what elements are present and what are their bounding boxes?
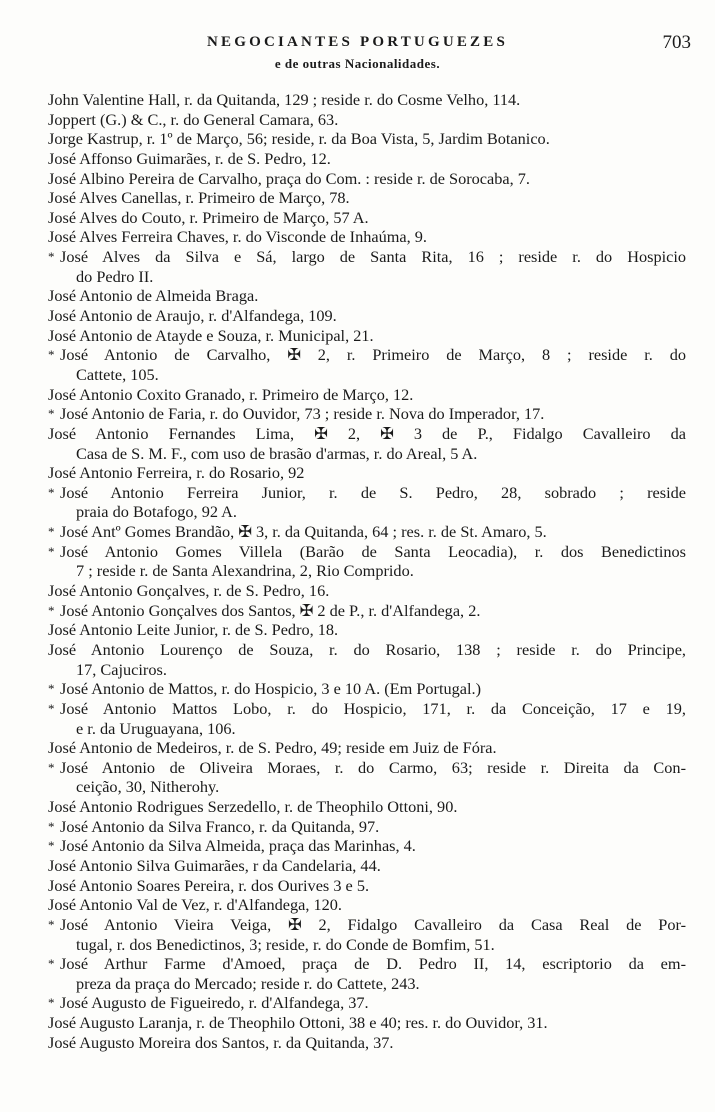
asterisk-marker: * [48, 681, 55, 697]
directory-entry [48, 208, 686, 228]
entry-line: José Antonio de Carvalho, ✠ 2, r. Primeiro de Março, 8 ; reside r. do [60, 345, 686, 365]
page-number: 703 [662, 32, 691, 53]
entry-line: José Alves Canellas, r. Primeiro de Março, 78. [48, 188, 350, 208]
entry-line: José Alves do Couto, r. Primeiro de Março, 57 A. [48, 207, 369, 227]
asterisk-marker: * [48, 700, 55, 716]
entry-line: José Antonio de Mattos, r. do Hospicio, 3 e 10 A. (Em Portugal.) [60, 679, 482, 699]
entry-line: José Antonio Ferreira, r. do Rosario, 92 [48, 463, 305, 483]
entry-line: José Antonio Silva Guimarães, r da Candelaria, 44. [48, 855, 381, 875]
asterisk-marker: * [48, 759, 55, 775]
entry-line: José Antonio de Araujo, r. d'Alfandega, 109. [48, 306, 337, 326]
entry-line: José Antonio Mattos Lobo, r. do Hospicio, 171, r. da Conceição, 17 e 19, [60, 698, 686, 718]
directory-entry [48, 306, 686, 326]
entry-continuation-line: preza da praça do Mercado; reside r. do Cattete, 243. [76, 973, 420, 993]
entry-line: Joppert (G.) & C., r. do General Camara, 63. [48, 109, 339, 129]
directory-entry [48, 581, 686, 601]
directory-entry [48, 247, 686, 286]
asterisk-marker: * [48, 406, 55, 422]
directory-listing [48, 90, 686, 1052]
entry-line: José Albino Pereira de Carvalho, praça do Com. : reside r. de Sorocaba, 7. [48, 168, 530, 188]
directory-entry [48, 601, 686, 621]
directory-entry [48, 620, 686, 640]
entry-continuation-line: praia do Botafogo, 92 A. [76, 502, 237, 522]
asterisk-marker: * [48, 818, 55, 834]
entry-line: José Antonio Soares Pereira, r. dos Ourives 3 e 5. [48, 875, 370, 895]
directory-entry [48, 522, 686, 542]
directory-entry [48, 286, 686, 306]
entry-line: José Antonio Gonçalves dos Santos, ✠ 2 de P., r. d'Alfandega, 2. [60, 600, 481, 620]
asterisk-marker: * [48, 249, 55, 265]
directory-entry [48, 385, 686, 405]
asterisk-marker: * [48, 995, 55, 1011]
page-title: NEGOCIANTES PORTUGUEZES [206, 34, 509, 50]
directory-entry [48, 679, 686, 699]
entry-line: José Antonio de Medeiros, r. de S. Pedro, 49; reside em Juiz de Fóra. [48, 738, 497, 758]
entry-line: José Antonio de Almeida Braga. [48, 286, 259, 306]
directory-entry [48, 797, 686, 817]
entry-line: John Valentine Hall, r. da Quitanda, 129 ; reside r. do Cosme Velho, 114. [48, 90, 521, 109]
directory-entry [48, 1033, 686, 1053]
asterisk-marker: * [48, 916, 55, 932]
entry-line: José Augusto Moreira dos Santos, r. da Quitanda, 37. [48, 1032, 394, 1052]
entry-line: José Antonio Vieira Veiga, ✠ 2, Fidalgo Cavalleiro da Casa Real de Por- [60, 914, 686, 934]
entry-line: José Antonio de Atayde e Souza, r. Municipal, 21. [48, 325, 374, 345]
directory-entry [48, 424, 686, 463]
entry-line: José Affonso Guimarães, r. de S. Pedro, 12. [48, 148, 331, 168]
entry-line: José Antonio Lourenço de Souza, r. do Rosario, 138 ; reside r. do Principe, [48, 639, 686, 659]
directory-entry [48, 129, 686, 149]
directory-entry [48, 817, 686, 837]
entry-line: José Antonio Rodrigues Serzedello, r. de Theophilo Ottoni, 90. [48, 797, 458, 817]
directory-entry [48, 993, 686, 1013]
directory-entry [48, 90, 686, 110]
directory-entry [48, 954, 686, 993]
entry-continuation-line: do Pedro II. [76, 266, 154, 286]
entry-line: José Antonio Fernandes Lima, ✠ 2, ✠ 3 de P., Fidalgo Cavalleiro da [48, 423, 686, 443]
asterisk-marker: * [48, 543, 55, 559]
directory-entry [48, 836, 686, 856]
entry-line: José Antonio de Faria, r. do Ouvidor, 73 ; reside r. Nova do Imperador, 17. [60, 404, 545, 424]
directory-entry [48, 699, 686, 738]
directory-entry [48, 149, 686, 169]
asterisk-marker: * [48, 524, 55, 540]
entry-line: José Augusto de Figueiredo, r. d'Alfandega, 37. [60, 993, 369, 1013]
entry-line: José Antonio da Silva Franco, r. da Quitanda, 97. [60, 816, 380, 836]
entry-line: José Antonio Val de Vez, r. d'Alfandega, 120. [48, 895, 342, 915]
asterisk-marker: * [48, 602, 55, 618]
asterisk-marker: * [48, 484, 55, 500]
entry-line: José Antº Gomes Brandão, ✠ 3, r. da Quitanda, 64 ; res. r. de St. Amaro, 5. [60, 522, 547, 542]
asterisk-marker: * [48, 838, 55, 854]
directory-entry [48, 463, 686, 483]
entry-line: José Antonio da Silva Almeida, praça das Marinhas, 4. [60, 836, 416, 856]
entry-line: José Antonio Leite Junior, r. de S. Pedro, 18. [48, 620, 339, 640]
entry-line: José Antonio de Oliveira Moraes, r. do Carmo, 63; reside r. Direita da Con- [60, 757, 686, 777]
asterisk-marker: * [48, 956, 55, 972]
directory-entry [48, 483, 686, 522]
directory-entry [48, 856, 686, 876]
directory-entry [48, 876, 686, 896]
entry-line: José Antonio Ferreira Junior, r. de S. Pedro, 28, sobrado ; reside [60, 482, 686, 502]
directory-entry [48, 326, 686, 346]
directory-entry [48, 227, 686, 247]
entry-continuation-line: 7 ; reside r. de Santa Alexandrina, 2, Rio Comprido. [76, 561, 414, 581]
entry-line: José Antonio Gonçalves, r. de S. Pedro, 16. [48, 581, 330, 601]
asterisk-marker: * [48, 347, 55, 363]
directory-entry [48, 915, 686, 954]
directory-entry [48, 542, 686, 581]
directory-entry [48, 169, 686, 189]
entry-continuation-line: e r. da Uruguayana, 106. [76, 718, 236, 738]
directory-entry [48, 758, 686, 797]
directory-entry [48, 110, 686, 130]
directory-entry [48, 1013, 686, 1033]
directory-entry [48, 895, 686, 915]
entry-continuation-line: tugal, r. dos Benedictinos, 3; reside, r. do Conde de Bomfim, 51. [76, 934, 495, 954]
entry-continuation-line: ceição, 30, Nitherohy. [76, 777, 220, 797]
entry-continuation-line: Cattete, 105. [76, 364, 159, 384]
page-subtitle: e de outras Nacionalidades. [274, 56, 441, 71]
directory-entry [48, 640, 686, 679]
entry-continuation-line: Casa de S. M. F., com uso de brasão d'armas, r. do Areal, 5 A. [76, 443, 478, 463]
entry-line: José Antonio Gomes Villela (Barão de Santa Leocadia), r. dos Benedictinos [60, 541, 686, 561]
page-header [0, 34, 715, 84]
directory-entry [48, 404, 686, 424]
entry-continuation-line: 17, Cajuciros. [76, 659, 167, 679]
entry-line: Jorge Kastrup, r. 1º de Março, 56; reside, r. da Boa Vista, 5, Jardim Botanico. [48, 129, 550, 149]
entry-line: José Antonio Coxito Granado, r. Primeiro de Março, 12. [48, 384, 414, 404]
directory-entry [48, 738, 686, 758]
directory-entry [48, 345, 686, 384]
directory-entry [48, 188, 686, 208]
entry-line: José Alves Ferreira Chaves, r. do Visconde de Inhaúma, 9. [48, 227, 427, 247]
entry-line: José Arthur Farme d'Amoed, praça de D. Pedro II, 14, escriptorio da em- [60, 954, 686, 974]
entry-line: José Alves da Silva e Sá, largo de Santa Rita, 16 ; reside r. do Hospicio [60, 247, 686, 267]
entry-line: José Augusto Laranja, r. de Theophilo Ottoni, 38 e 40; res. r. do Ouvidor, 31. [48, 1013, 548, 1033]
